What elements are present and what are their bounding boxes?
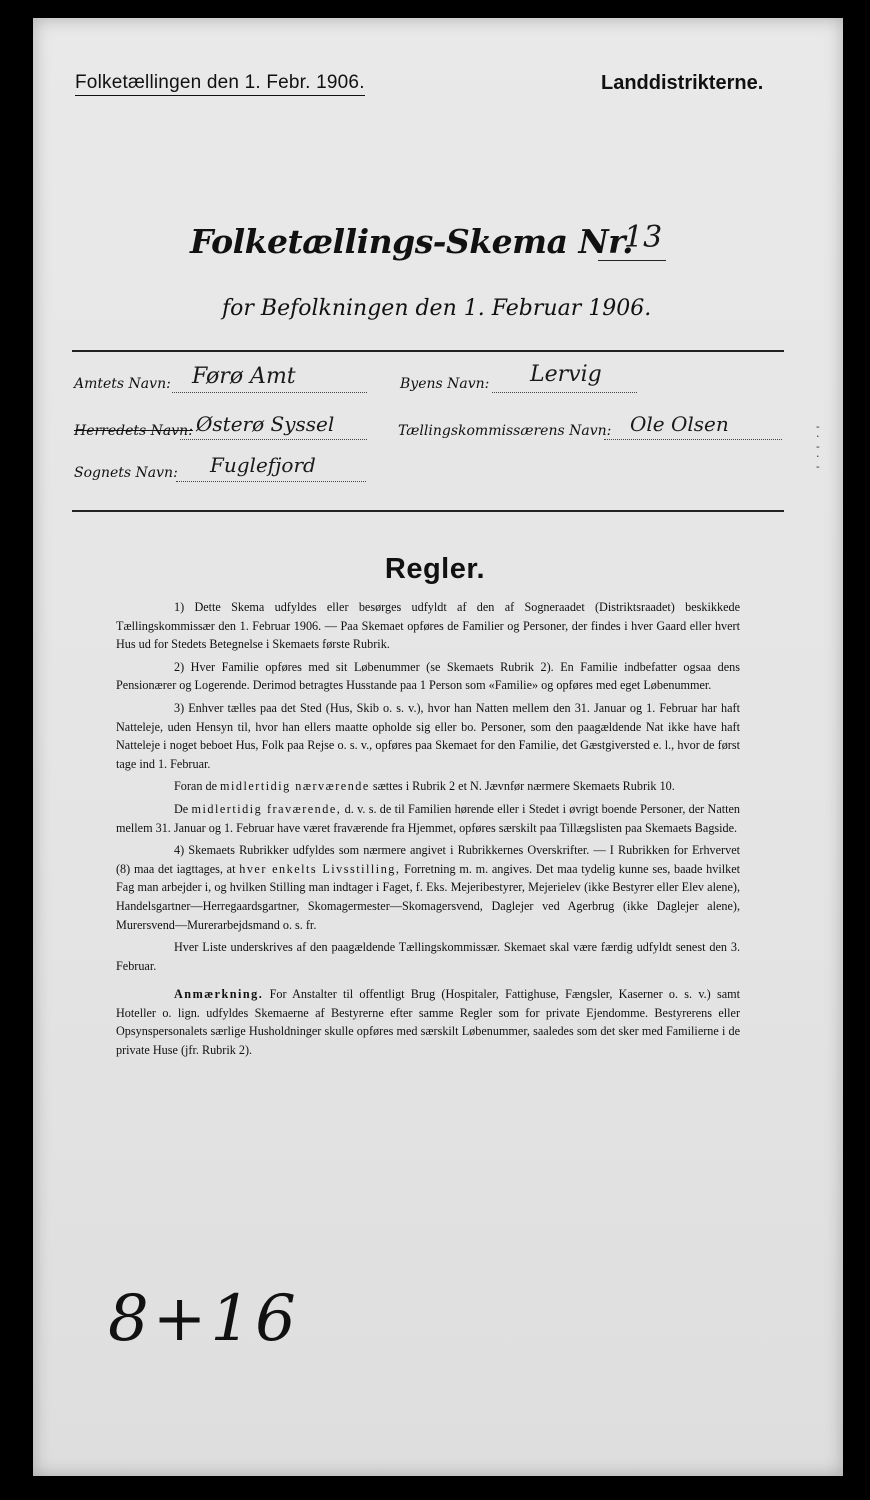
top-divider bbox=[72, 350, 784, 352]
sogn-value: Fuglefjord bbox=[210, 453, 316, 477]
rules-text bbox=[116, 598, 740, 1064]
rule-3c-post: d. v. s. de til Familien hørende eller i Stedet i øvrigt boende Personer, der Natten mellem 31. Januar og 1. Februar have været fraværende fra Hjemmet, opføres særskilt paa Tillægslisten paa Skemaets Bagside. bbox=[116, 801, 741, 835]
amt-value: Førø Amt bbox=[192, 364, 296, 389]
form-number-field bbox=[598, 222, 666, 261]
herred-label: Herredets Navn: bbox=[74, 423, 193, 439]
rule-4b: Hver Liste underskrives af den paagældende Tællingskommissær. Skemaet skal være færdig udfyldt senest den 3. Februar. bbox=[116, 940, 740, 973]
margin-marks: - · - · - bbox=[816, 420, 820, 473]
by-value: Lervig bbox=[530, 362, 602, 387]
kommissaer-value: Ole Olsen bbox=[630, 412, 729, 436]
rule-1: 1) Dette Skema udfyldes eller besørges udfyldt af den af Sogneraadet (Distriktsraadet) beskikkede Tællingskommissær den 1. Februar 1906. — Paa Skemaet opføres de Familier og Personer, der findes i hver Gaard eller hvert Hus ud for Stedets Betegnelse i Skemaets første Rubrik. bbox=[116, 600, 740, 652]
rule-4-post: Forretning m. m. angives. Det maa tydelig kunne ses, baade hvilket Fag man arbejder i, og hvilken Stilling man indtager i Faget, f. Eks. Mejeribestyrer, Mejerielev (ikke Bestyrer eller Elev alene), Handelsgartner—Herregaardsgartner, Skomagermester—Skomagersvend, Daglejer ved Agerbrug (ikke Daglejer alene), Murersvend—Murerarbejdsmand o. s. fr. bbox=[116, 861, 740, 932]
rule-3: 3) Enhver tælles paa det Sted (Hus, Skib o. s. v.), hvor han Natten mellem den 31. Januar og 1. Februar har haft Natteleje, uden Hensyn til, hvor han ellers maatte opholde sig eller bo. Personer, som den paagældende Nat ikke have haft Natteleje i noget beboet Hus, Folk paa Rejse o. s. v., opføres paa Skemaet for den Familie, det Gæstgiversted e. l., hvor de først tage ind 1. Februar. bbox=[116, 700, 740, 771]
rule-4 bbox=[116, 841, 740, 934]
note-label: Anmærkning. bbox=[174, 987, 264, 1002]
note bbox=[116, 985, 740, 1059]
rule-3c-pre: De bbox=[174, 801, 189, 816]
district-type: Landdistrikterne. bbox=[601, 72, 764, 94]
rule-3b-pre: Foran de bbox=[174, 779, 217, 794]
rules-heading: Regler. bbox=[384, 553, 486, 585]
rule-3c bbox=[116, 800, 740, 837]
kommissaer-label: Tællingskommissærens Navn: bbox=[398, 423, 612, 439]
bottom-divider bbox=[72, 510, 784, 512]
by-label: Byens Navn: bbox=[400, 376, 490, 392]
rule-4-pre: 4) Skemaets Rubrikker udfyldes som nærmere angivet i Rubrikkernes Overskrifter. — I Rubrikken for Erhvervet (8) maa det iagttages, at bbox=[116, 843, 740, 876]
herred-value: Østerø Syssel bbox=[196, 412, 335, 436]
rule-3b-spaced: midlertidig nærværende bbox=[220, 779, 370, 794]
rule-4-spaced: hver enkelts Livsstilling, bbox=[239, 861, 401, 876]
sogn-label: Sognets Navn: bbox=[74, 465, 178, 481]
census-header: Folketællingen den 1. Febr. 1906. bbox=[75, 72, 365, 96]
note-text: For Anstalter til offentligt Brug (Hospitaler, Fattighuse, Fængsler, Kaserner o. s. v.) samt Hoteller o. lign. udfyldes Skemaerne af Bestyrerne efter samme Regler som for private Ejendomme. Bestyrerens eller Opsynspersonalets særlige Husholdninger skulle opføres med særskilt Løbenummer, saaledes som det sker med Familierne i de private Huse (jfr. Rubrik 2). bbox=[116, 987, 741, 1058]
rule-3b-post: sættes i Rubrik 2 et N. Jævnfør nærmere Skemaets Rubrik 10. bbox=[372, 779, 675, 794]
rule-3b bbox=[116, 777, 740, 796]
rule-2: 2) Hver Familie opføres med sit Løbenummer (se Skemaets Rubrik 2). En Familie indbefatter ogsaa dens Pensionærer og Logerende. Derimod betragtes Husstande paa 1 Person som «Familie» og opføres med eget Løbenummer. bbox=[116, 659, 740, 693]
form-subtitle: for Befolkningen den 1. Februar 1906. bbox=[222, 296, 652, 321]
form-title: Folketællings-Skema Nr. bbox=[190, 222, 633, 261]
form-number: 13 bbox=[624, 220, 663, 255]
amt-label: Amtets Navn: bbox=[74, 376, 171, 392]
rule-3c-spaced: midlertidig fraværende, bbox=[191, 801, 342, 816]
handwritten-annotation: 8+16 bbox=[108, 1282, 300, 1356]
